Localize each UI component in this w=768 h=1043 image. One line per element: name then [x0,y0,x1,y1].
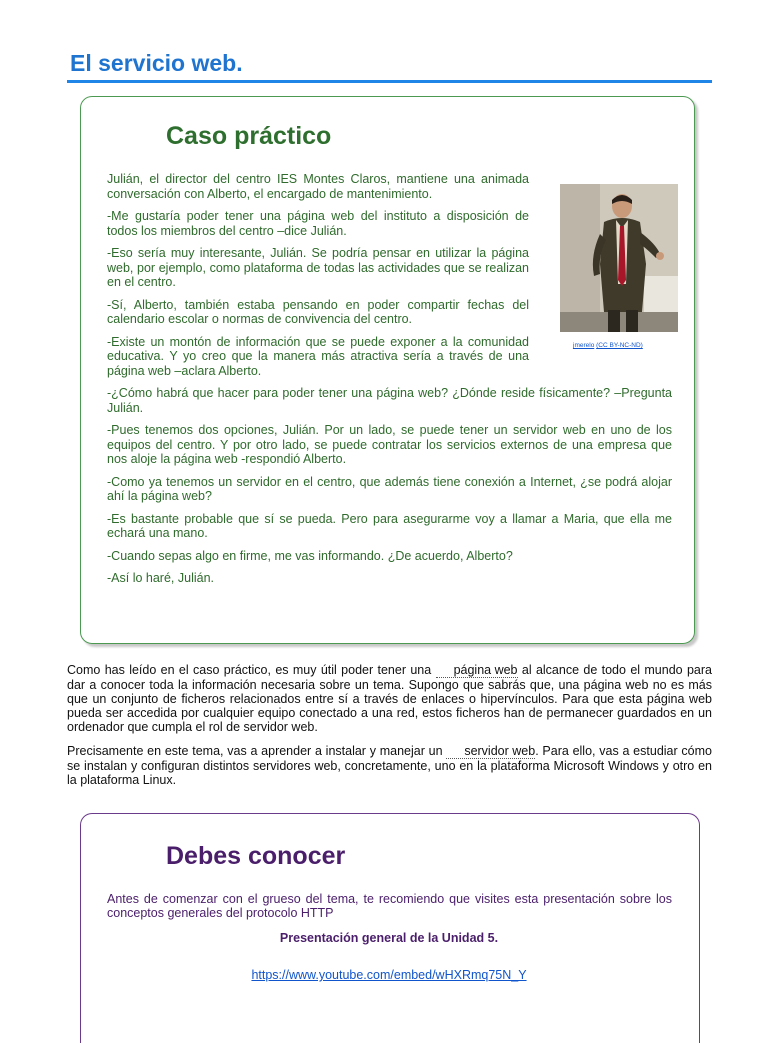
case-paragraph: -¿Cómo habrá que hacer para poder tener una página web? ¿Dónde reside físicamente? –Pregunta Julián. [107,386,672,415]
presentation-title: Presentación general de la Unidad 5. [279,931,499,945]
case-paragraph: -Pues tenemos dos opciones, Julián. Por un lado, se puede tener un servidor web en uno de los equipos del centro. Y por otro lado, se puede contratar los servicios externos de una empresa que nos aloje la página web -respondió Alberto. [107,423,672,466]
case-paragraph: -Sí, Alberto, también estaba pensando en poder compartir fechas del calendario escolar o normas de convivencia del centro. [107,297,529,326]
blank-pagina-web: página web [436,663,518,678]
photo-credit-license-link[interactable]: (CC BY-NC-ND) [596,342,643,349]
photo-credit [573,342,643,349]
case-paragraph: Julián, el director del centro IES Montes Claros, mantiene una animada conversación con Alberto, el encargado de mantenimiento. [107,172,529,201]
intro-paragraph-1 [67,663,712,734]
text-span: Como has leído en el caso práctico, es muy útil poder tener una [67,663,436,677]
youtube-link[interactable]: https://www.youtube.com/embed/wHXRmq75N_Y [251,968,527,982]
presenter-figure-icon [560,184,678,332]
must-know-heading: Debes conocer [166,842,346,870]
presenter-photo [560,184,678,332]
page-title: El servicio web. [70,50,243,76]
text-span: . Para ello, vas a estudiar cómo se instalan y configuran distintos servidores web, concretamente, uno en la plataforma Microsoft Windows y otro en la plataforma Linux. [67,744,712,787]
photo-credit-author-link[interactable]: jmerelo [573,342,595,349]
must-know-text: Antes de comenzar con el grueso del tema, te recomiendo que visites esta presentación sobre los conceptos generales del protocolo HTTP [107,892,672,920]
text-span: al alcance de todo el mundo para dar a conocer toda la información necesaria sobre un tema. Supongo que sabrás que, una página web no es más que un conjunto de ficheros relacionados entre sí a través de enlaces o hipervínculos. Para que esta página web pueda ser accedida por cualquier equipo conectado a una red, estos ficheros han de permanecer guardados en un ordenador que cumpla el rol de servidor web. [67,663,712,734]
intro-paragraph [67,663,712,734]
case-paragraph: -Así lo haré, Julián. [107,571,214,585]
case-paragraph: -Existe un montón de información que se puede exponer a la comunidad educativa. Y yo creo que la manera más atractiva sería a través de una página web –aclara Alberto. [107,334,529,378]
case-study-heading: Caso práctico [166,122,332,150]
case-paragraph: -Eso sería muy interesante, Julián. Se podría pensar en utilizar la página web, por ejemplo, como plataforma de todas las actividades que se realizan en el centro. [107,246,529,289]
case-paragraph: -Me gustaría poder tener una página web del instituto a disposición de todos los miembros del centro –dice Julián. [107,209,529,238]
case-paragraph: -Es bastante probable que sí se pueda. Pero para asegurarme voy a llamar a Maria, que ella me echará una mano. [107,511,672,540]
case-paragraph: -Cuando sepas algo en firme, me vas informando. ¿De acuerdo, Alberto? [107,548,513,563]
case-paragraph: -Como ya tenemos un servidor en el centro, que además tiene conexión a Internet, ¿se podrá alojar ahí la página web? [107,474,672,503]
title-divider [67,80,712,83]
blank-servidor-web: servidor web [446,744,535,759]
text-span: Precisamente en este tema, vas a aprender a instalar y manejar un [67,744,447,758]
second-paragraph [67,744,712,787]
intro-paragraph-2 [67,744,712,787]
